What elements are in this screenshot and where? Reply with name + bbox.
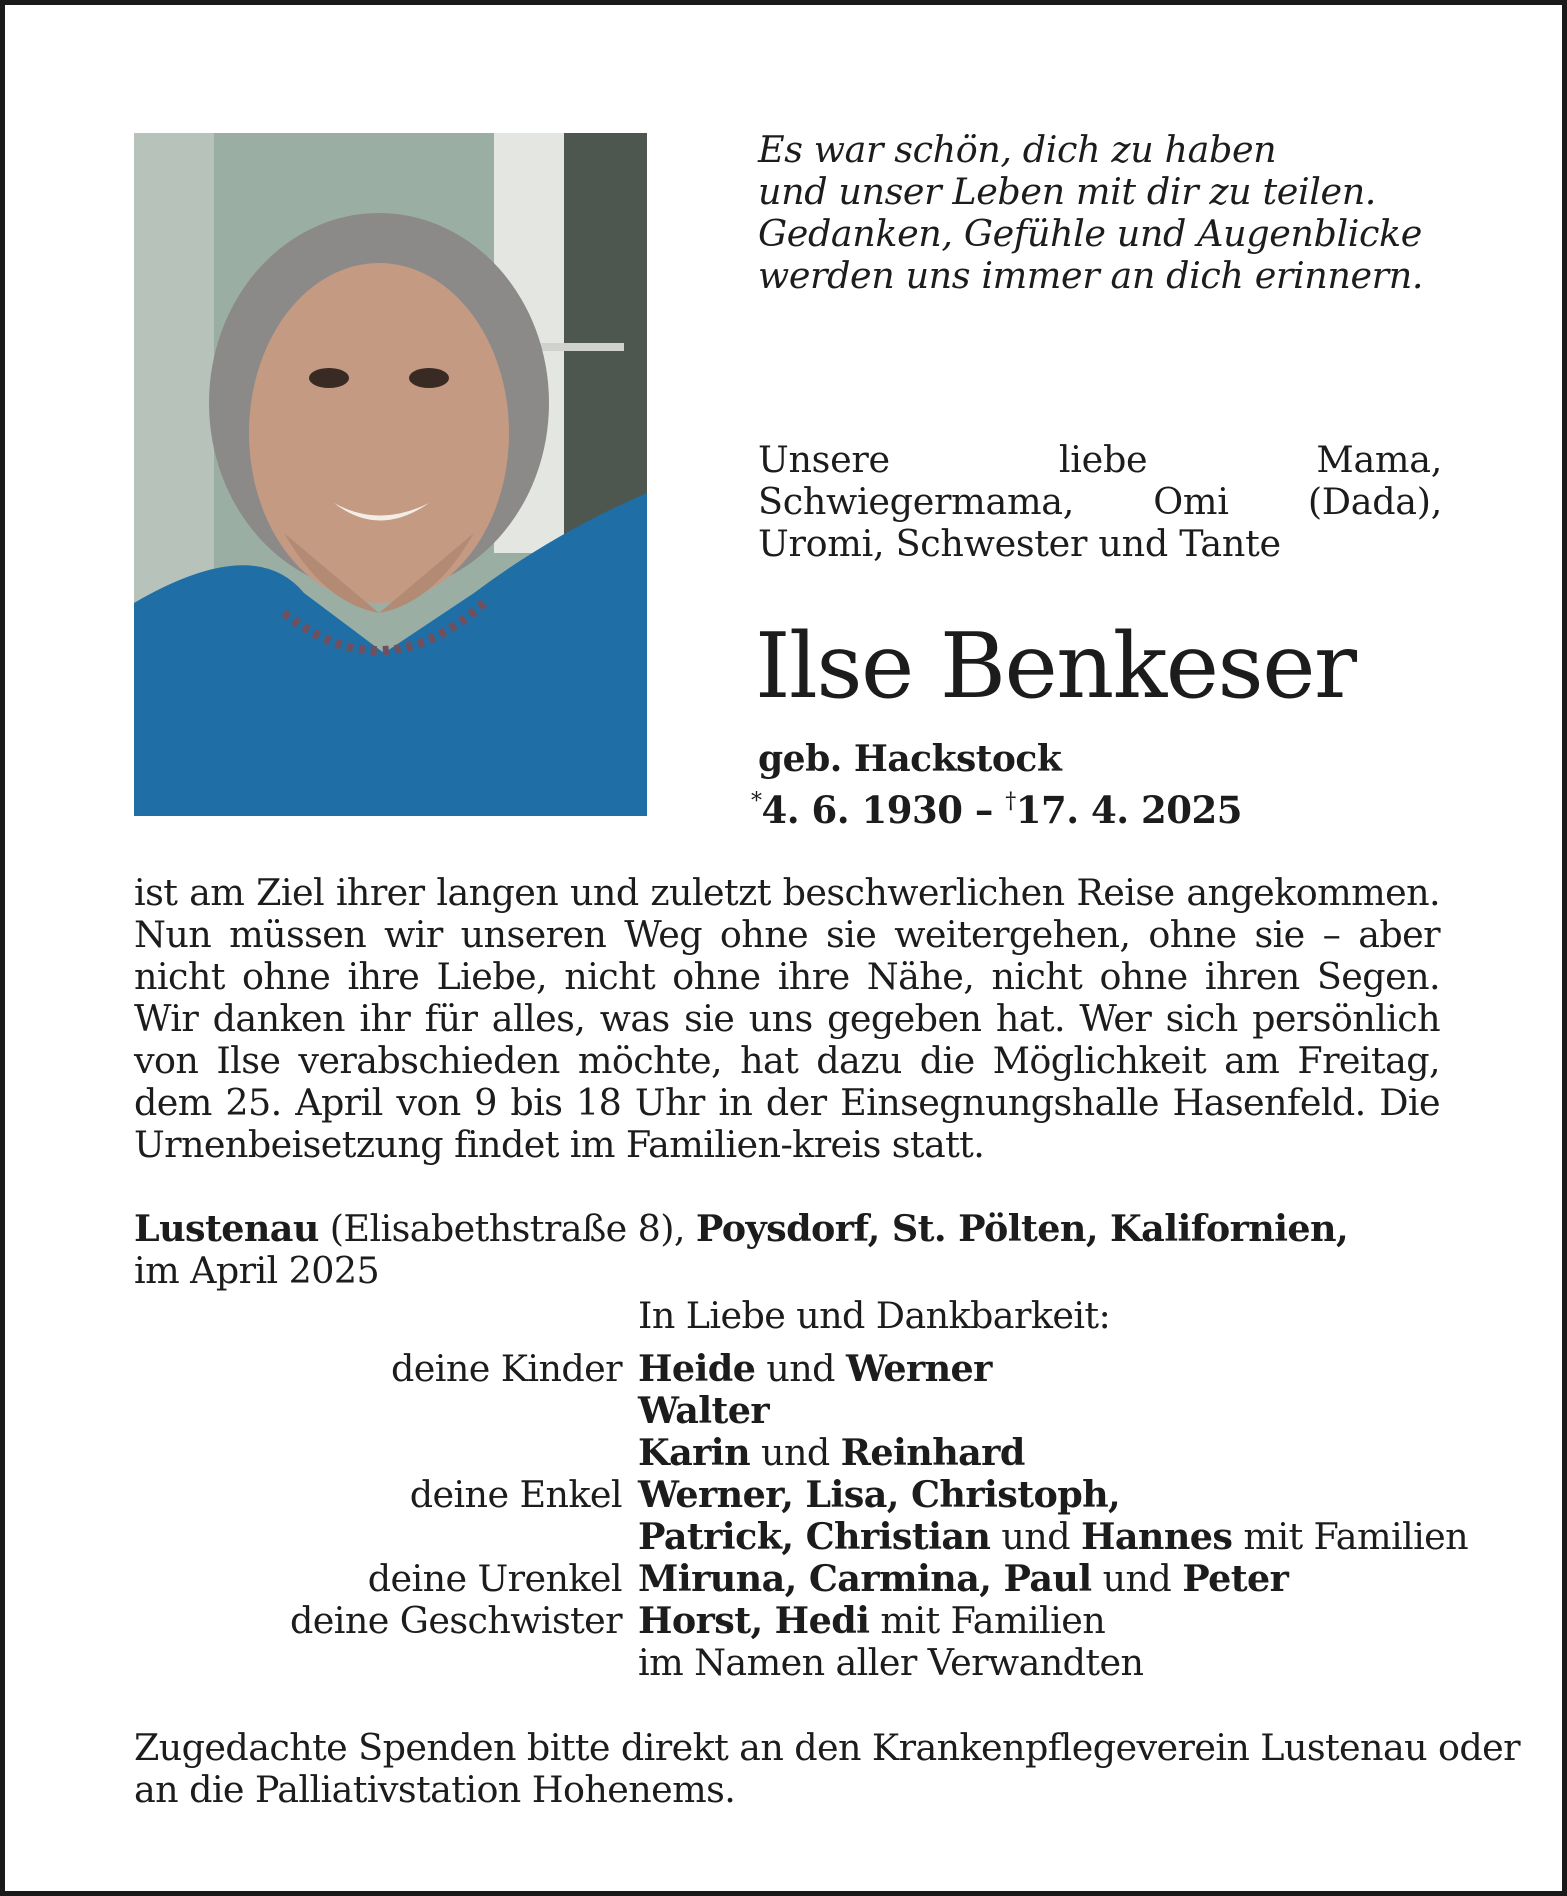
verse-line: Gedanken, Gefühle und Augenblicke [758,212,1422,255]
relation-names [638,1516,1468,1558]
relation-label: deine Enkel [409,1473,622,1516]
verse-line: und unser Leben mit dir zu teilen. [758,170,1377,213]
relation-label: deine Kinder [390,1347,622,1390]
connector: und [761,1431,830,1474]
death-symbol: † [1005,789,1016,814]
connector: mit Familien [880,1599,1106,1642]
portrait-photo [134,133,647,816]
relation-label: deine Geschwister [290,1599,622,1642]
relation-names [638,1390,769,1432]
donation-line: Zugedachte Spenden bitte direkt an den Krankenpflegeverein Lustenau oder [134,1726,1521,1769]
relation-label-empty [134,1390,638,1432]
relation-label-empty [134,1516,638,1558]
relation-names: im Namen aller Verwandten [638,1641,1144,1684]
thanks-line: In Liebe und Dankbarkeit: [638,1294,1111,1337]
family-row-kinder [134,1348,1474,1390]
family-list [134,1348,1474,1684]
relation-names [638,1600,1105,1642]
family-row-urenkel [134,1558,1474,1600]
body-text: ist am Ziel ihrer langen und zuletzt beschwerlichen Reise angekommen. Nun müssen wir unseren Weg ohne sie weitergehen, ohne sie – aber nicht ohne ihre Liebe, nicht ohne ihre Nähe, nicht ohne ihren Segen. Wir danken ihr für alles, was sie uns gegeben hat. Wer sich persönlich von Ilse verabschieden möchte, hat dazu die Möglichkeit am Freitag, dem 25. April von 9 bis 18 Uhr in der Einsegnungshalle Hasenfeld. Die Urnenbeisetzung findet im Familien-kreis statt. [134,871,1440,1166]
person-name: Walter [638,1389,770,1432]
place-line [134,1208,1348,1250]
relation-label: deine Urenkel [367,1557,622,1600]
portrait-image [134,133,647,816]
life-dates [751,781,1242,831]
person-name: Heide [638,1347,756,1390]
maiden-name: geb. Hackstock [758,738,1062,780]
relation-names [638,1558,1288,1600]
person-name: Werner [845,1347,992,1390]
person-name: Werner, Lisa, Christoph, [638,1473,1121,1516]
connector: und [1001,1515,1070,1558]
verse [758,129,1478,297]
place-date: im April 2025 [134,1249,380,1292]
death-date: 17. 4. 2025 [1015,788,1243,832]
donation-note [134,1726,1521,1811]
person-name: Horst, Hedi [638,1599,870,1642]
relation-names [638,1474,1120,1516]
family-row [134,1432,1474,1474]
relation-names [638,1432,1025,1474]
relation-label-empty [134,1642,638,1684]
person-name: Hannes [1080,1515,1233,1558]
person-name: Patrick, Christian [638,1515,991,1558]
family-row-enkel [134,1474,1474,1516]
connector: und [766,1347,835,1390]
connector: und [1102,1557,1172,1600]
relation-names [638,1348,992,1390]
family-row [134,1390,1474,1432]
person-name: Karin [638,1431,751,1474]
birth-date: 4. 6. 1930 [761,788,963,832]
date-separator: – [962,788,1006,832]
address: (Elisabethstraße 8), [329,1207,685,1250]
person-name: Reinhard [840,1431,1025,1474]
family-row [134,1642,1474,1684]
deceased-name: Ilse Benkeser [755,614,1356,719]
family-row [134,1516,1474,1558]
town: Lustenau [134,1207,319,1250]
person-name: Peter [1182,1557,1289,1600]
person-name: Miruna, Carmina, Paul [638,1557,1092,1600]
intro-text: Unsere liebe Mama, Schwiegermama, Omi (Dada), Uromi, Schwester und Tante [758,438,1442,565]
donation-line: an die Palliativstation Hohenems. [134,1768,736,1811]
family-row-geschwister [134,1600,1474,1642]
verse-line: Es war schön, dich zu haben [758,128,1277,171]
relation-label-empty [134,1432,638,1474]
birth-symbol: * [751,789,762,814]
other-places: Poysdorf, St. Pölten, Kalifornien, [695,1207,1349,1250]
connector: mit Familien [1243,1515,1469,1558]
verse-line: werden uns immer an dich erinnern. [758,254,1424,297]
